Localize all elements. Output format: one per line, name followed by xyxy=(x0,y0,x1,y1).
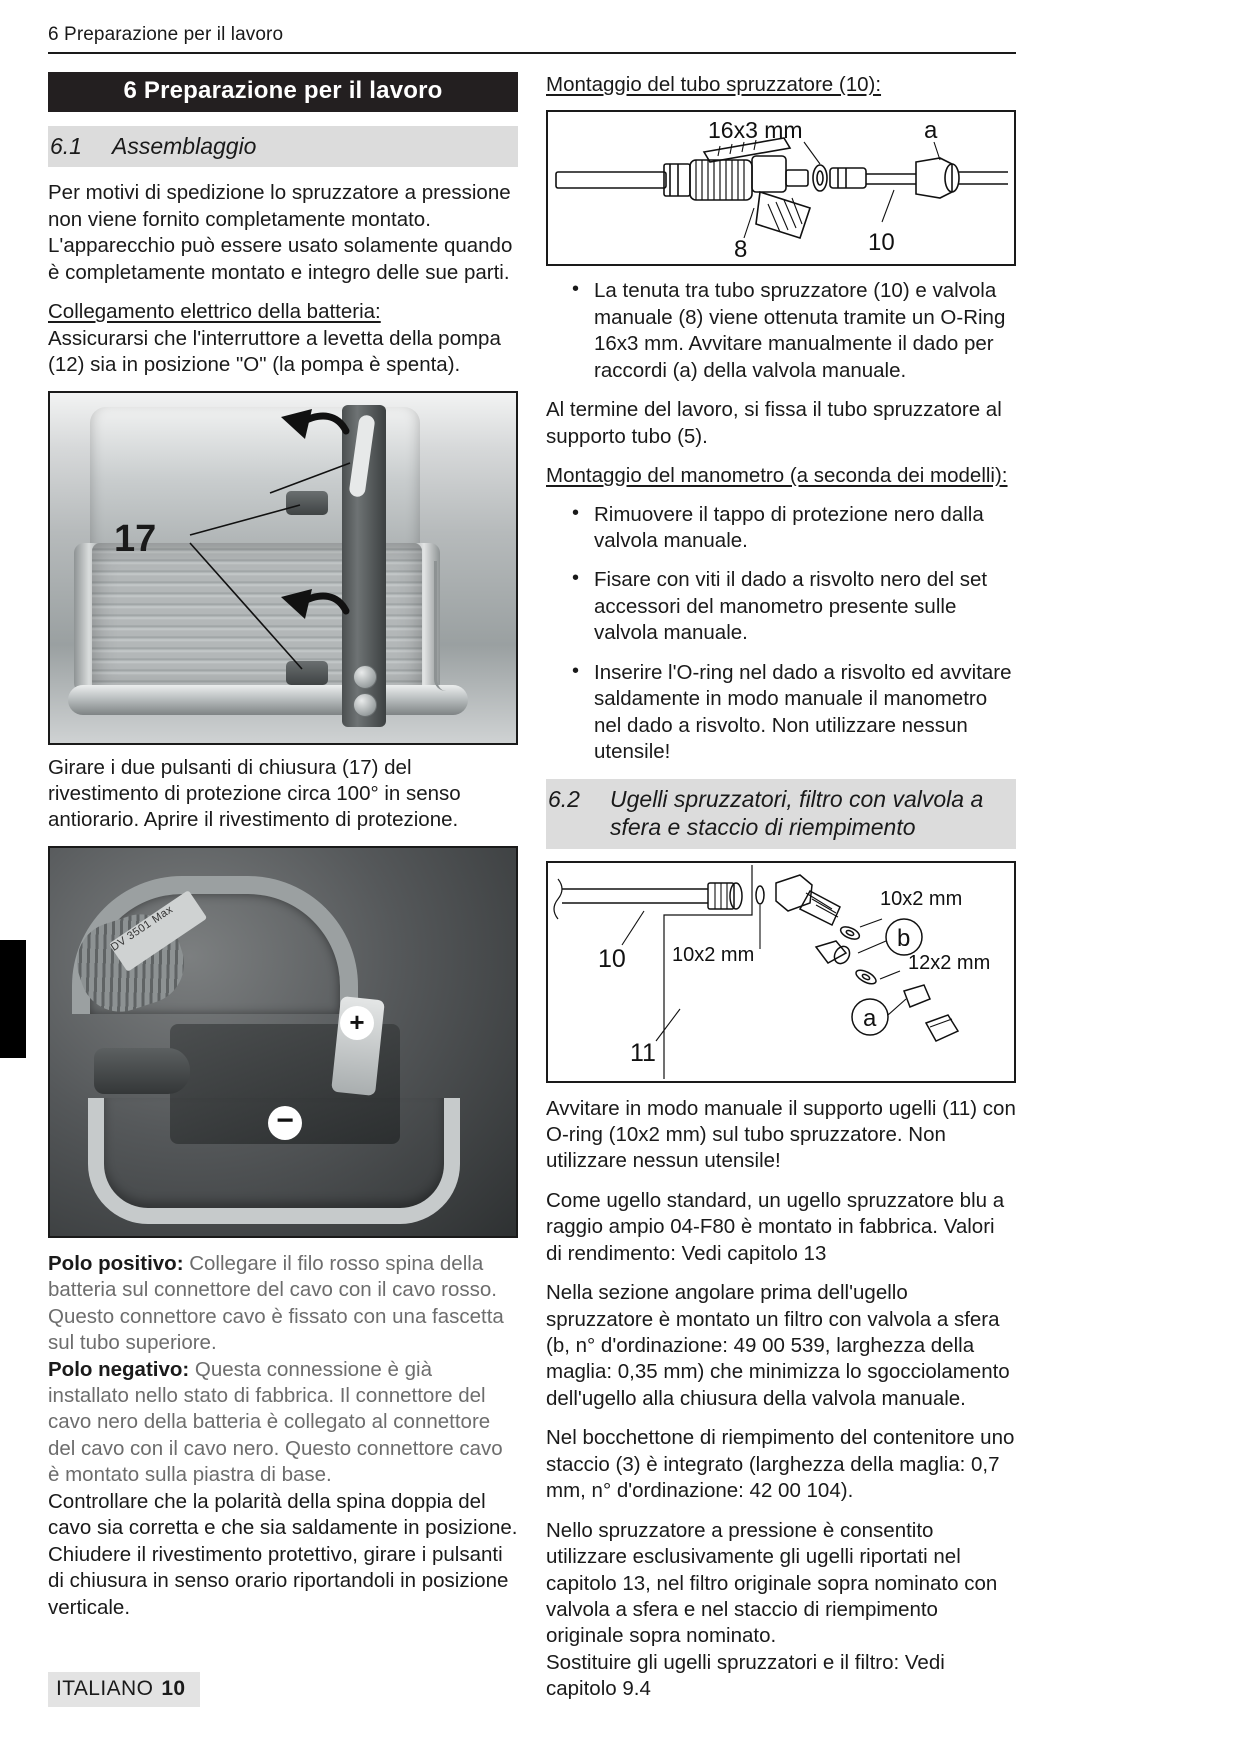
tube-bullet-list xyxy=(546,278,1016,384)
label-10x2mm-right: 10x2 mm xyxy=(880,887,963,910)
filling-sieve-text: Nel bocchettone di riempimento del contenitore uno staccio (3) è integrato (larghezza della maglia: 0,7 mm, n° d'ordinazione: 42 00 104). xyxy=(546,1426,1015,1503)
figure-label-17: 17 xyxy=(114,517,157,560)
page-footer xyxy=(48,1672,200,1707)
battery-connection-heading: Collegamento elettrico della batteria: xyxy=(48,300,381,324)
close-cover-text: Chiudere il rivestimento protettivo, girare i pulsanti di chiusura in senso orario riportandoli in posizione verticale. xyxy=(48,1542,509,1619)
gauge-bullet-list xyxy=(546,502,1016,766)
figure-sprayer-tank xyxy=(48,391,518,745)
replace-nozzles-text: Sostituire gli ugelli spruzzatori e il filtro: Vedi capitolo 9.4 xyxy=(546,1650,945,1701)
spray-tube-drawing xyxy=(548,112,1014,264)
section-title-6-2 xyxy=(610,785,1016,841)
thumb-index-tab xyxy=(0,940,26,1058)
label-10: 10 xyxy=(598,944,626,973)
label-8: 8 xyxy=(734,236,748,264)
label-a: a xyxy=(924,117,938,145)
mount-gauge-heading: Montaggio del manometro (a seconda dei modelli): xyxy=(546,464,1008,488)
intro-paragraph-2: L'apparecchio può essere usato solamente quando è completamente montato e integro delle sue parti. xyxy=(48,234,513,284)
negative-pole-marker: − xyxy=(268,1106,302,1140)
polo-negativo-label: Polo negativo: xyxy=(48,1357,190,1381)
header-divider xyxy=(48,52,1016,54)
polo-positivo-paragraph xyxy=(48,1251,518,1357)
polo-positivo-label: Polo positivo: xyxy=(48,1251,184,1275)
positive-pole-marker: + xyxy=(340,1006,374,1040)
standard-nozzle-text: Come ugello standard, un ugello spruzzatore blu a raggio ampio 04-F80 è montato in fabbrica. Valori di rendimento: Vedi capitolo 13 xyxy=(546,1188,1005,1265)
polo-positivo-text: Collegare il filo rosso spina della batteria sul connettore del cavo con il cavo rosso. Questo connettore cavo è fissato con una fascetta sul tubo superiore. xyxy=(48,1251,504,1355)
polo-negativo-text: Questa connessione è già installato nello stato di fabbrica. Il connettore del cavo nero della batteria è collegato al connettore del cavo con il cavo nero. Questo connettore cavo è montato sulla piastra di base. xyxy=(48,1357,503,1487)
section-heading-6-1 xyxy=(48,126,518,167)
cable-clamp xyxy=(94,1048,190,1094)
label-10: 10 xyxy=(868,229,895,257)
label-a: a xyxy=(863,1004,877,1032)
section-number-6-1: 6.1 xyxy=(50,133,82,160)
battery-connection-text: Assicurarsi che l'interruttore a levetta della pompa (12) sia in posizione "O" (la pompa è spenta). xyxy=(48,326,501,377)
nozzle-support-text: Avvitare in modo manuale il supporto ugelli (11) con O-ring (10x2 mm) sul tubo spruzzatore. Non utilizzare nessun utensile! xyxy=(546,1096,1016,1173)
label-10x2mm-left: 10x2 mm xyxy=(672,943,755,966)
figure-spray-tube-assembly xyxy=(546,110,1016,266)
polarity-check-text: Controllare che la polarità della spina doppia del cavo sia corretta e che sia saldamente in posizione. xyxy=(48,1489,518,1540)
intro-paragraph-1: Per motivi di spedizione lo spruzzatore a pressione non viene fornito completamente montato. xyxy=(48,181,511,231)
allowed-parts-text: Nello spruzzatore a pressione è consentito utilizzare esclusivamente gli ugelli riportati nel capitolo 13, nel filtro originale sopra nominato con valvola a sfera e nel staccio di riempimento originale sopra nominato. xyxy=(546,1518,998,1648)
hose-label-tape: DV 3501 Max xyxy=(109,890,208,972)
figure-battery-compartment xyxy=(48,846,518,1238)
label-16x3mm: 16x3 mm xyxy=(708,117,803,144)
label-11: 11 xyxy=(630,1038,656,1067)
mount-tube-heading: Montaggio del tubo spruzzatore (10): xyxy=(546,73,882,96)
list-item: • Rimuovere il tappo di protezione nero dalla valvola manuale. xyxy=(572,502,1016,555)
polo-negativo-paragraph xyxy=(48,1357,518,1489)
list-item: • Inserire l'O-ring nel dado a risvolto ed avvitare saldamente in modo manuale il manometro nel dado a risvolto. Non utilizzare nessun utensile! xyxy=(572,660,1016,766)
section-heading-6-2 xyxy=(546,779,1016,848)
chapter-title-bar: 6 Preparazione per il lavoro xyxy=(48,72,518,112)
after-work-text: Al termine del lavoro, si fissa il tubo spruzzatore al supporto tubo (5). xyxy=(546,398,1002,448)
figure-nozzle-assembly xyxy=(546,861,1016,1083)
section-title-6-1: Assemblaggio xyxy=(112,133,257,160)
figure-sprayer-tank-caption: Girare i due pulsanti di chiusura (17) del rivestimento di protezione circa 100° in senso antiorario. Aprire il rivestimento di protezione. xyxy=(48,755,461,832)
section-title-6-2-line2: sfera e staccio di riempimento xyxy=(610,814,916,841)
list-item: • Fisare con viti il dado a risvolto nero del set accessori del manometro presente sulle valvola manuale. xyxy=(572,567,1016,646)
section-title-6-2-line1: Ugelli spruzzatori, filtro con valvola a xyxy=(610,786,984,813)
label-b: b xyxy=(897,924,911,952)
label-12x2mm: 12x2 mm xyxy=(908,951,991,974)
running-header: 6 Preparazione per il lavoro xyxy=(48,24,284,45)
section-number-6-2: 6.2 xyxy=(548,786,580,813)
footer-language: ITALIANO xyxy=(56,1677,154,1700)
list-item: • La tenuta tra tubo spruzzatore (10) e valvola manuale (8) viene ottenuta tramite un O-Ring 16x3 mm. Avvitare manualmente il dado per raccordi (a) della valvola manuale. xyxy=(572,278,1016,384)
footer-page-number: 10 xyxy=(161,1677,186,1700)
ball-valve-filter-text: Nella sezione angolare prima dell'ugello spruzzatore è montato un filtro con valvola a sfera (b, n° d'ordinazione: 49 00 539, larghezza della maglia: 0,35 mm) che minimizza lo sgocciolamento dell'ugello alla chiusura della valvola manuale. xyxy=(546,1281,1010,1410)
nozzle-drawing xyxy=(548,863,1014,1081)
figure-callout-lines xyxy=(50,393,516,743)
left-column xyxy=(48,72,518,1621)
right-column xyxy=(546,72,1016,1703)
